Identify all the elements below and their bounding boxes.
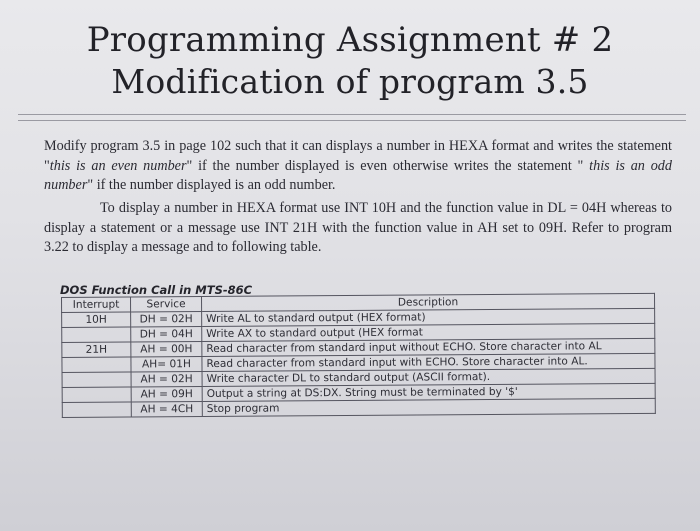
cell-service: AH = 09H	[131, 387, 202, 402]
even-statement: this is an even number	[49, 157, 187, 174]
cell-interrupt	[62, 402, 131, 417]
cell-description: Output a string at DS:DX. String must be terminated by '$'	[202, 383, 655, 401]
cell-interrupt: 10H	[62, 312, 131, 327]
table-caption: DOS Function Call in MTS-86C	[60, 283, 253, 297]
cell-description: Write character DL to standard output (ASCII format).	[202, 368, 655, 386]
cell-description: Write AL to standard output (HEX format)	[202, 308, 655, 326]
header-interrupt: Interrupt	[62, 297, 131, 312]
cell-interrupt	[62, 327, 131, 342]
header-service: Service	[131, 297, 202, 312]
title-divider-top	[18, 114, 686, 115]
cell-service: AH = 02H	[131, 372, 202, 387]
title-line-1: Programming Assignment # 2	[86, 20, 614, 60]
cell-service: DH = 04H	[131, 327, 202, 342]
paragraph-task	[44, 137, 672, 196]
cell-description: Stop program	[202, 398, 655, 416]
cell-service: AH= 01H	[131, 357, 202, 372]
task-text-c: " if the number displayed is an odd number.	[87, 177, 336, 193]
cell-description: Read character from standard input without ECHO. Store character into AL	[202, 338, 655, 356]
task-text-a: Modify program 3.5 in page 102 such that it can displays a number in HEXA format and writes the statement "	[44, 138, 672, 174]
cell-service: AH = 4CH	[131, 402, 202, 417]
cell-interrupt	[62, 357, 131, 372]
odd-statement: this is an odd number	[44, 157, 672, 193]
header-description: Description	[202, 293, 655, 311]
cell-description: Write AX to standard output (HEX format	[202, 323, 655, 341]
cell-interrupt	[62, 387, 131, 402]
cell-description: Read character from standard input with ECHO. Store character into AL.	[202, 353, 655, 371]
cell-interrupt: 21H	[62, 342, 131, 357]
cell-service: AH = 00H	[131, 342, 202, 357]
task-text-b: " if the number displayed is even otherwise writes the statement "	[186, 157, 590, 174]
title-divider-bottom	[18, 120, 686, 121]
instructions-text: To display a number in HEXA format use INT 10H and the function value in DL = 04H whereas to display a statement or a message use INT 21H with the function value in AH set to 09H. Refer to program 3.22 to display a message and to following table.	[44, 200, 672, 255]
cell-service: DH = 02H	[131, 312, 202, 327]
paragraph-instructions	[44, 199, 672, 258]
title-line-2: Modification of program 3.5	[111, 62, 589, 101]
cell-interrupt	[62, 372, 131, 387]
dos-function-table	[61, 293, 656, 418]
